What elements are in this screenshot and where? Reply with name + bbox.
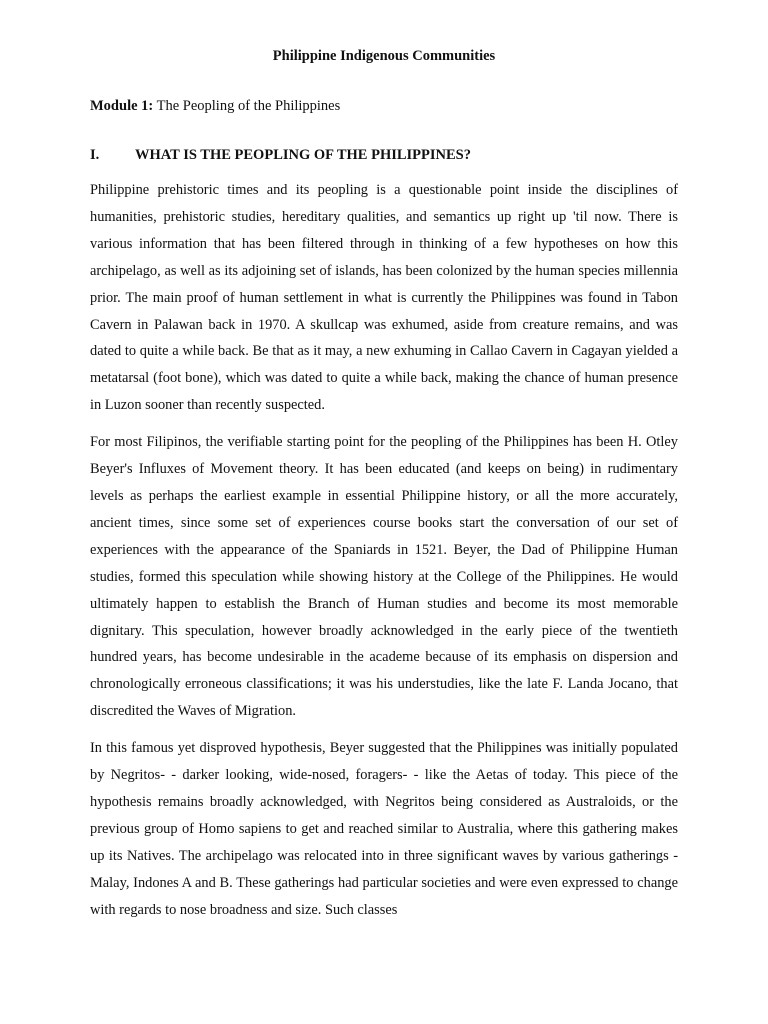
module-line xyxy=(90,96,340,116)
paragraph-2: For most Filipinos, the verifiable starting point for the peopling of the Philippines has been H. Otley Beyer's Influxes of Movement theory. It has been educated (and keeps on being) in rudimentary levels as perhaps the earliest example in essential Philippine history, or all the more accurately, ancient times, since some set of experiences course books start the conversation of our set of experiences with the appearance of the Spaniards in 1521. Beyer, the Dad of Philippine Human studies, formed this speculation while showing history at the College of the Philippines. He would ultimately happen to establish the Branch of Human studies and become its most memorable dignitary. This speculation, however broadly acknowledged in the early piece of the twentieth hundred years, has become undesirable in the academe because of its emphasis on dispersion and chronologically erroneous classifications; it was his understudies, like the late F. Landa Jocano, that discredited the Waves of Migration. xyxy=(90,434,678,720)
document-title: Philippine Indigenous Communities xyxy=(272,48,496,64)
body-text xyxy=(90,177,678,933)
section-heading xyxy=(90,145,680,165)
module-label: Module 1: xyxy=(90,98,154,114)
section-heading-text: WHAT IS THE PEOPLING OF THE PHILIPPINES? xyxy=(135,147,471,163)
module-name: The Peopling of the Philippines xyxy=(156,98,341,114)
section-number: I. xyxy=(90,147,100,163)
paragraph-3: In this famous yet disproved hypothesis, Beyer suggested that the Philippines was initially populated by Negritos- - darker looking, wide-nosed, foragers- - like the Aetas of today. This piece of the hypothesis remains broadly acknowledged, with Negritos being considered as Australoids, or the previous group of Homo sapiens to get and reached similar to Australia, where this gathering makes up its Natives. The archipelago was relocated into in three significant waves by various gatherings - Malay, Indones A and B. These gatherings had particular societies and were even expressed to change with regards to nose broadness and size. Such classes xyxy=(90,740,678,918)
paragraph-1: Philippine prehistoric times and its peopling is a questionable point inside the disciplines of humanities, prehistoric studies, hereditary qualities, and semantics up right up 'til now. There is various information that has been filtered through in thinking of a few hypotheses on how this archipelago, as well as its adjoining set of islands, has been colonized by the human species millennia prior. The main proof of human settlement in what is currently the Philippines was found in Tabon Cavern in Palawan back in 1970. A skullcap was exhumed, aside from creature remains, and was dated to quite a while back. Be that as it may, a new exhuming in Callao Cavern in Cagayan yielded a metatarsal (foot bone), which was dated to quite a while back, making the chance of human presence in Luzon sooner than recently suspected. xyxy=(90,182,678,414)
